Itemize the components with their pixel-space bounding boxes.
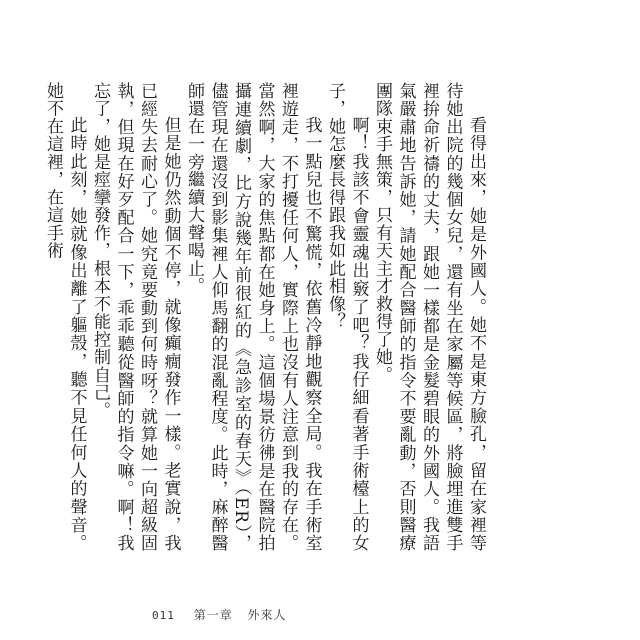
page-number: 011 — [152, 609, 175, 622]
paragraph: 但是她仍然動個不停，就像癲癇發作一樣。老實說，我已經失去耐心了。她究竟要動到何時呀？就算她一向超級固執，但現在好歹配合一下，乖乖聽從醫師的指令嘛。啊！我忘了，她是痙攣發作，根本不能控制自己。 — [90, 82, 181, 552]
paragraph: 此時此刻，她就像出離了軀殼，聽不見任何人的聲音。她不在這裡，在這手術 — [43, 82, 87, 552]
chapter-title: 外來人 — [247, 608, 287, 622]
page-footer — [152, 606, 287, 623]
chapter-label: 第一章 — [193, 608, 233, 622]
paragraph: 我一點兒也不驚慌，依舊冷靜地觀察全局。我在手術室裡遊走，不打擾任何人，實際上也沒有人注意到我的存在。當然啊，大家的焦點都在她身上。這個場景彷彿是在醫院拍攝連續劇，比方說幾年前很紅的《急診室的春天》（ER），儘管現在還沒到影集裡人仰馬翻的混亂程度。此時，麻醉醫師還在一旁繼續大聲喝止。 — [184, 82, 322, 552]
body-text — [41, 82, 488, 552]
paragraph: 看得出來，她是外國人。她不是東方臉孔，留在家裡等待她出院的幾個女兒，還有坐在家屬等候區，將臉埋進雙手裡拚命祈禱的丈夫，跟她一樣都是金髮碧眼的外國人。我語氣嚴肅地告訴她，請她配合醫師的指令不要亂動，否則醫療團隊束手無策，只有天主才救得了她。 — [372, 82, 486, 552]
paragraph: 啊！我該不會靈魂出竅了吧？我仔細看著手術檯上的女子，她怎麼長得跟我如此相像？ — [325, 82, 369, 552]
